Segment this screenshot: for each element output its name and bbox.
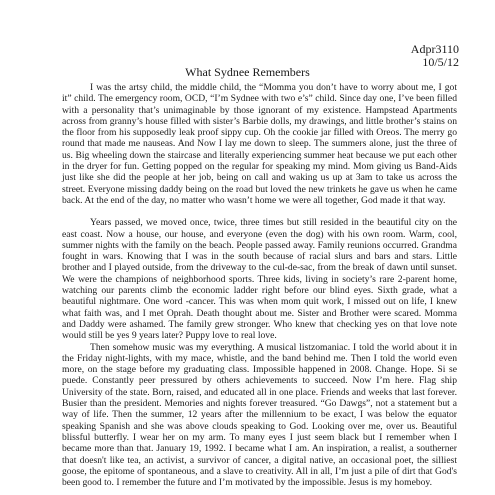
course-code: Adpr3110: [410, 42, 459, 56]
essay-body: [62, 82, 457, 488]
paragraph-3: Then somehow music was my everything. A musical listzomaniac. I told the world about it in the Friday night-lights, with my mace, whistle, and the band behind me. Then I told the world even more, on the stage before my graduating class. Impossible happened in 2008. Change. Hope. Si se puede. Constantly peer pressured by others achievements to succeed. Now I’m here. Flag ship University of the state. Born, raised, and educated all in one place. Friends and weeks that last forever. Busier than the president. Memories and nights forever treasured. “Go Dawgs”, not a statement but a way of life. Then the summer, 12 years after the millennium to be exact, I was below the equator speaking Spanish and she was above clouds speaking to God. Looking over me, over us. Beautiful blissful butterfly. I wear her on my arm. To many eyes I just seem black but I remember when I became more than that. January 19, 1992. I became what I am. An inspiration, a realist, a southerner that doesn't like tea, an activist, a survivor of cancer, a digital native, an occasional poet, the silliest goose, the epitome of spontaneous, and a slave to creativity. All in all, I’m just a pile of dirt that God's been good to. I remember the future and I’m motivated by the impossible. Jesus is my homeboy.: [62, 341, 457, 489]
paragraph-1: I was the artsy child, the middle child, the “Momma you don’t have to worry about me, I got it” child. The emergency room, OCD, “I’m Sydnee with two e’s” child. Since day one, I’ve been filled with a personality that’s unimaginable by those ignorant of my existence. Hampstead Apartments across from granny’s house filled with sister’s Barbie dolls, my drawings, and little brother’s stains on the floor from his supposedly leak proof sippy cup. Oh the cookie jar filled with Oreos. The merry go round that made me nauseas. And Now I lay me down to sleep. The summers alone, just the three of us. Big wheeling down the staircase and literally experiencing summer heat because we put each other in the dryer for fun. Getting popped on the regular for speaking my mind. Mom giving us Band-Aids just like she did the people at her job, being on call and waking us up at 3am to take us across the street. Everyone missing daddy being on the road but loved the new trinkets he gave us when he came back. At the end of the day, no matter who wasn’t home we were all together, God made it that way.: [62, 82, 457, 206]
date: 10/5/12: [422, 55, 459, 69]
essay-title: What Sydnee Remembers: [185, 65, 310, 79]
paragraph-2: Years passed, we moved once, twice, three times but still resided in the beautiful city on the east coast. Now a house, our house, and everyone (even the dog) with his own room. Warm, cool, summer nights with the family on the beach. People passed away. Family reunions occurred. Grandma fought in wars. Knowing that I was in the south because of racial slurs and bars and stars. Little brother and I played outside, from the driveway to the cul-de-sac, from the break of dawn until sunset. We were the champions of neighborhood sports. Three kids, living in society’s rare 2-parent home, watching our parents climb the economic ladder right before our blind eyes. Sixth grade, what a beautiful nightmare. One word -cancer. This was when mom quit work, I missed out on life, I knew what faith was, and I met Oprah. Death thought about me. Sister and Brother were scared. Momma and Daddy were ashamed. The family grew stronger. Who knew that checking yes on that love note would still be yes 9 years later? Puppy love to real love.: [62, 217, 457, 342]
